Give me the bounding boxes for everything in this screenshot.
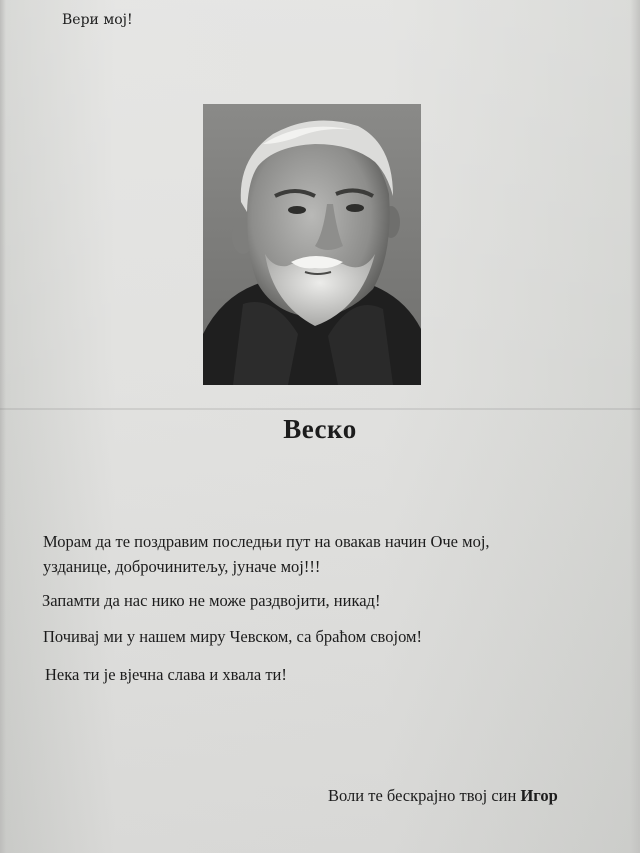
signature-text: Воли те бескрајно твој син	[328, 786, 517, 805]
deceased-name: Веско	[283, 414, 357, 444]
portrait-photo	[203, 104, 421, 385]
message-paragraph-2: Запамти да нас нико не може раздвојити, никад!	[42, 591, 381, 610]
message-line-1: Морам да те поздравим последњи пут на овакав начин Оче мој,	[43, 532, 490, 551]
signature-line	[328, 786, 558, 806]
message-paragraph-3: Почивај ми у нашем миру Чевском, са браћом својом!	[43, 627, 422, 646]
message-line-2: узданице, доброчинитељу, јуначе мој!!!	[43, 557, 321, 576]
message-paragraph-4: Нека ти је вјечна слава и хвала ти!	[45, 665, 287, 684]
paper-fold-line	[0, 408, 640, 410]
message-paragraph-1	[43, 529, 490, 579]
salutation-text: Вери мој!	[62, 12, 133, 28]
signature-name: Игор	[520, 786, 558, 805]
